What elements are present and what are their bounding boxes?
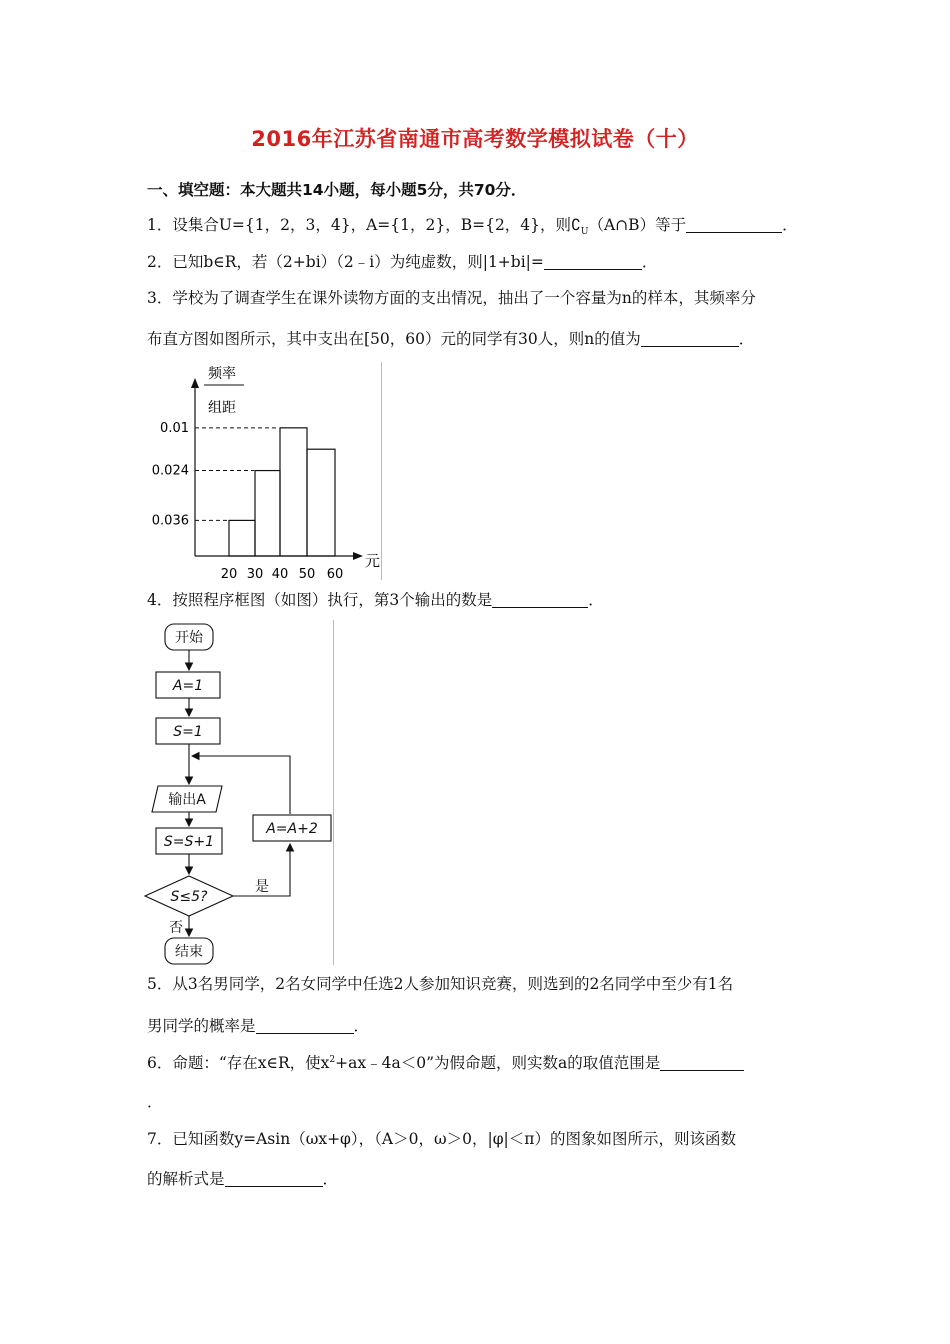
q5-text: 男同学的概率是 <box>147 1017 256 1035</box>
question-3-line-1: 3．学校为了调查学生在课外读物方面的支出情况，抽出了一个容量为n的样本，其频率分 <box>147 289 756 307</box>
histogram-figure <box>140 360 385 585</box>
xtick-label: 30 <box>246 567 264 582</box>
x-unit-label: 元 <box>365 552 381 570</box>
question-7-line-2 <box>147 1167 338 1189</box>
q7-end: ． <box>322 1170 339 1188</box>
yes-label: 是 <box>255 879 269 895</box>
histogram-bar <box>255 471 280 556</box>
condition-label: S≤5? <box>170 889 208 905</box>
q3-end: ． <box>738 330 755 348</box>
q4-text: 4．按照程序框图（如图）执行，第3个输出的数是 <box>147 591 493 609</box>
q7-text: 的解析式是 <box>147 1170 225 1188</box>
question-5-line-1: 5．从3名男同学，2名女同学中任选2人参加知识竞赛，则选到的2名同学中至少有1名 <box>147 975 734 993</box>
ylabel-bottom: 组距 <box>208 400 236 416</box>
histogram-bar <box>280 428 307 556</box>
q1-subscript: U <box>580 227 589 238</box>
q7-answer-blank[interactable] <box>225 1170 323 1187</box>
start-label: 开始 <box>175 630 203 646</box>
q6-superscript: 2 <box>329 1054 336 1065</box>
xtick-label: 20 <box>220 567 238 582</box>
flowchart-figure <box>140 618 340 973</box>
question-6 <box>147 1051 744 1073</box>
q3-answer-blank[interactable] <box>641 330 739 347</box>
histogram-bar <box>307 449 335 556</box>
q2-end: ． <box>641 253 658 271</box>
q1-text-b: （A∩B）等于 <box>588 216 687 234</box>
question-1 <box>147 213 798 237</box>
update-a-label: A=A+2 <box>266 821 318 837</box>
xtick-label: 40 <box>271 567 289 582</box>
question-3-line-2 <box>147 327 754 349</box>
loop-back-arrow <box>192 756 290 814</box>
section-header: 一、填空题：本大题共14小题，每小题5分，共70分． <box>147 181 527 199</box>
question-7-line-1: 7．已知函数y=Asin（ωx+φ），（A＞0，ω＞0，|φ|＜π）的图象如图所示，则该函数 <box>147 1130 736 1148</box>
question-6-line-2: ． <box>147 1093 163 1111</box>
ytick-label: 0.01 <box>160 420 189 436</box>
question-2 <box>147 250 657 272</box>
y-axis-arrow <box>191 378 199 388</box>
q1-text-a: 1．设集合U={1，2，3，4}，A={1，2}，B={2，4}，则∁ <box>147 216 581 234</box>
output-label: 输出A <box>168 792 206 808</box>
q3-text: 布直方图如图所示，其中支出在[50，60）元的同学有30人，则n的值为 <box>147 330 641 348</box>
histogram-bar <box>229 520 255 556</box>
ytick-label: 0.036 <box>151 513 189 529</box>
assign-s-label: S=1 <box>173 724 203 740</box>
increment-s-label: S=S+1 <box>163 834 215 850</box>
q1-answer-blank[interactable] <box>686 216 782 233</box>
q5-end: ． <box>353 1017 370 1035</box>
x-axis-arrow <box>353 552 363 560</box>
q2-text: 2．已知b∈R，若（2+bi）（2﹣i）为纯虚数，则|1+bi|= <box>147 253 544 271</box>
q6-answer-blank[interactable] <box>660 1054 744 1071</box>
ytick-label: 0.024 <box>151 463 189 479</box>
question-5-line-2 <box>147 1014 369 1036</box>
no-label: 否 <box>169 920 183 936</box>
page-title: 2016年江苏省南通市高考数学模拟试卷（十） <box>251 127 699 151</box>
q6-text-a: 6．命题：“存在x∈R，使x <box>147 1054 330 1072</box>
q2-answer-blank[interactable] <box>544 253 642 270</box>
xtick-label: 50 <box>298 567 316 582</box>
xtick-label: 60 <box>326 567 344 582</box>
end-label: 结束 <box>175 944 203 960</box>
q5-answer-blank[interactable] <box>256 1017 354 1034</box>
assign-a-label: A=1 <box>172 678 204 694</box>
question-4 <box>147 588 604 610</box>
q4-answer-blank[interactable] <box>492 591 588 608</box>
q1-end: ． <box>782 216 798 234</box>
q6-text-b: +ax﹣4a＜0”为假命题，则实数a的取值范围是 <box>335 1054 661 1072</box>
ylabel-top: 频率 <box>208 366 236 382</box>
q4-end: ． <box>588 591 604 609</box>
